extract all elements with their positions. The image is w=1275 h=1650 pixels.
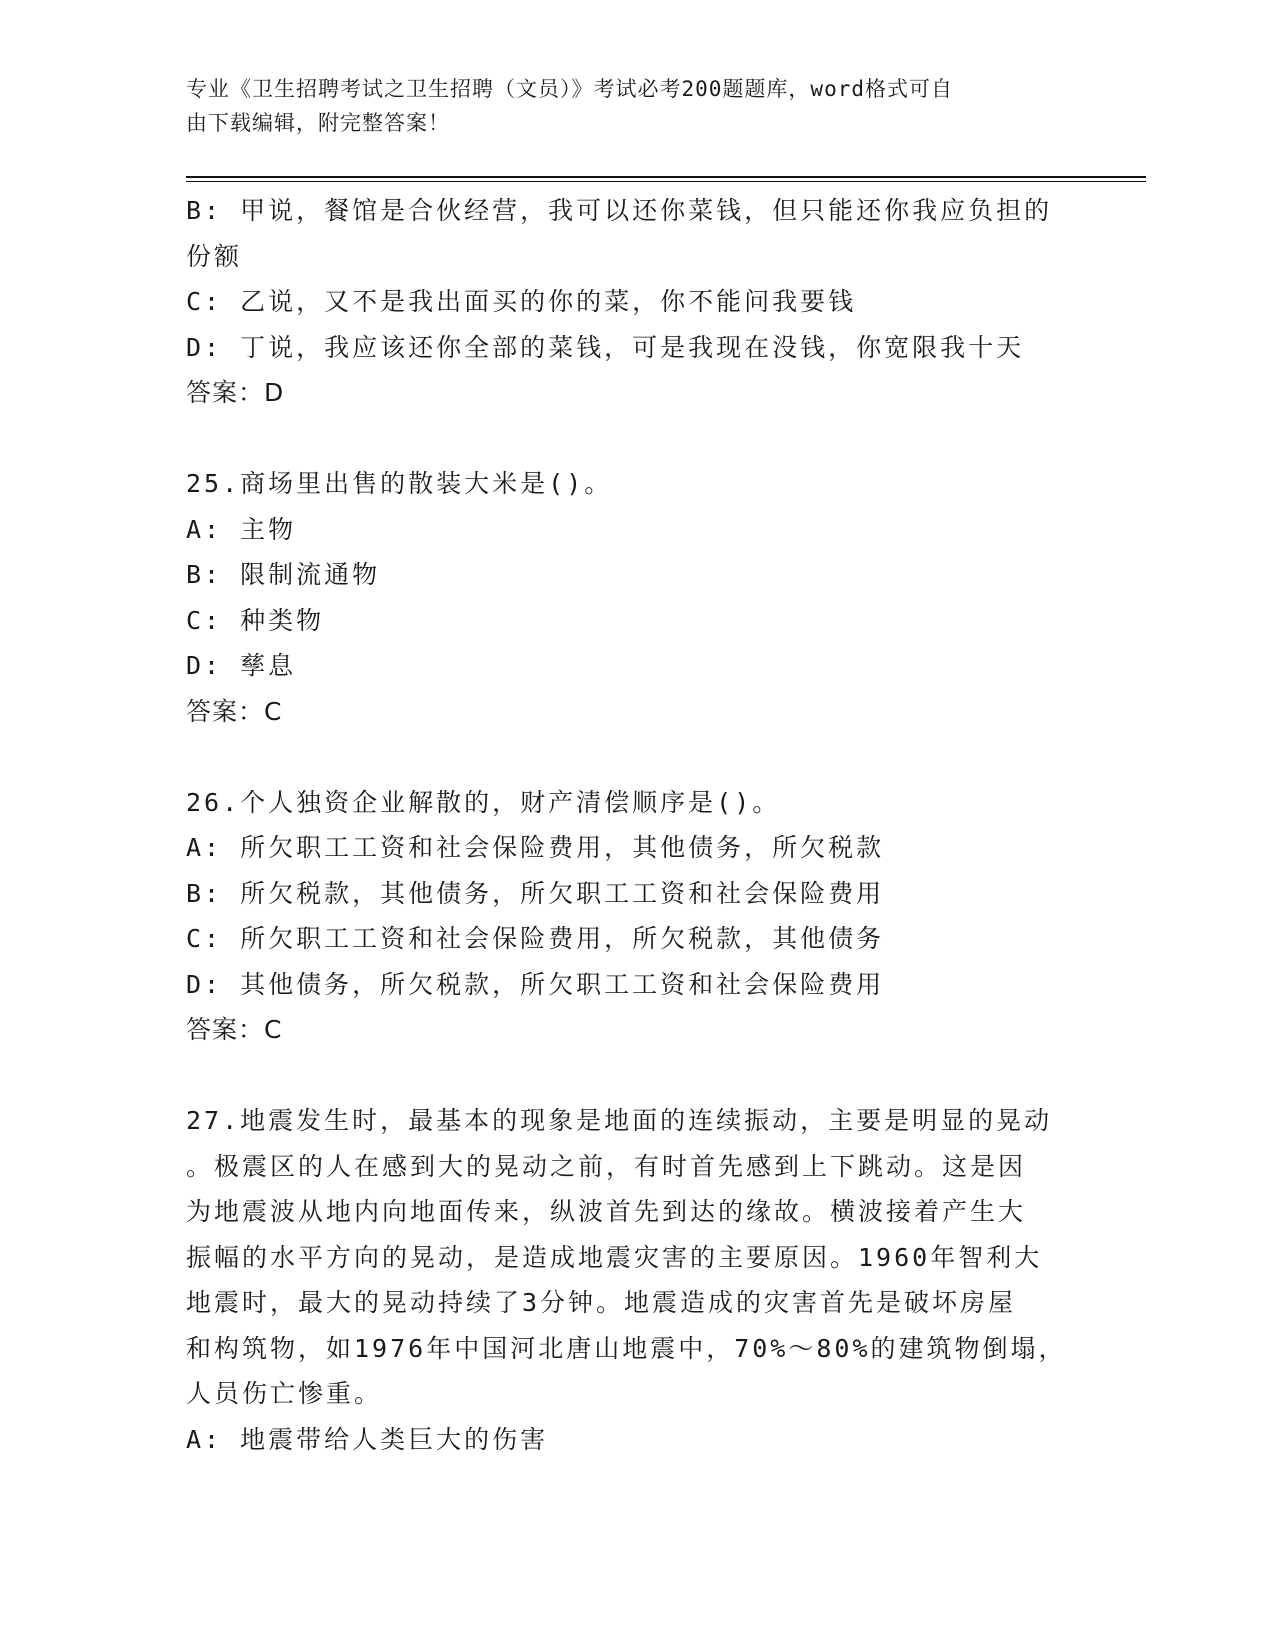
question-stem-line-6: 和构筑物，如1976年中国河北唐山地震中，70%～80%的建筑物倒塌， [186,1333,1067,1363]
question-stem-line-1: 27.地震发生时，最基本的现象是地面的连续振动，主要是明显的晃动 [186,1106,1053,1135]
answer-line: 答案：C [186,696,283,726]
question-25 [186,461,1086,734]
option-d: D: 丁说，我应该还你全部的菜钱，可是我现在没钱，你宽限我十天 [186,332,1025,362]
header-divider-thick [186,176,1146,178]
question-26 [186,780,1086,1053]
option-a: A: 地震带给人类巨大的伤害 [186,1424,549,1454]
option-d: D: 其他债务，所欠税款，所欠职工工资和社会保险费用 [186,969,885,999]
option-a: A: 所欠职工工资和社会保险费用，其他债务，所欠税款 [186,833,885,862]
option-c: C: 所欠职工工资和社会保险费用，所欠税款，其他债务 [186,924,885,953]
document-header [186,72,1066,140]
answer-line: 答案：C [186,1015,283,1044]
question-stem: 26.个人独资企业解散的，财产清偿顺序是()。 [186,787,781,817]
option-a: A: 主物 [186,514,297,544]
question-stem-line-2: 。极震区的人在感到大的晃动之前，有时首先感到上下跳动。这是因 [186,1151,1027,1181]
option-b: B: 所欠税款，其他债务，所欠职工工资和社会保险费用 [186,878,885,908]
question-stem-line-3: 为地震波从地内向地面传来，纵波首先到达的缘故。横波接着产生大 [186,1197,1027,1226]
header-line-2: 由下载编辑，附完整答案！ [186,111,450,135]
option-c: C: 种类物 [186,605,325,635]
spacer [186,734,1086,780]
option-b: B: 甲说，餐馆是合伙经营，我可以还你菜钱，但只能还你我应负担的 [186,196,1053,225]
question-27 [186,1098,1086,1462]
spacer [186,1053,1086,1099]
question-24-continued [186,188,1086,416]
header-line-1: 专业《卫生招聘考试之卫生招聘（文员）》考试必考200题题库，word格式可自 [186,77,953,101]
question-stem-line-4: 振幅的水平方向的晃动，是造成地震灾害的主要原因。1960年智利大 [186,1242,1043,1272]
header-divider-thin [186,181,1146,182]
option-d: D: 孳息 [186,651,297,680]
option-b-continued: 份额 [186,241,243,271]
question-stem: 25.商场里出售的散装大米是()。 [186,469,613,498]
question-stem-line-5: 地震时，最大的晃动持续了3分钟。地震造成的灾害首先是破坏房屋 [186,1288,1017,1317]
answer-line: 答案：D [186,378,285,407]
option-b: B: 限制流通物 [186,560,381,589]
question-list [186,188,1086,1462]
question-stem-line-7: 人员伤亡惨重。 [186,1379,383,1408]
spacer [186,416,1086,462]
option-c: C: 乙说，又不是我出面买的你的菜，你不能问我要钱 [186,287,857,316]
